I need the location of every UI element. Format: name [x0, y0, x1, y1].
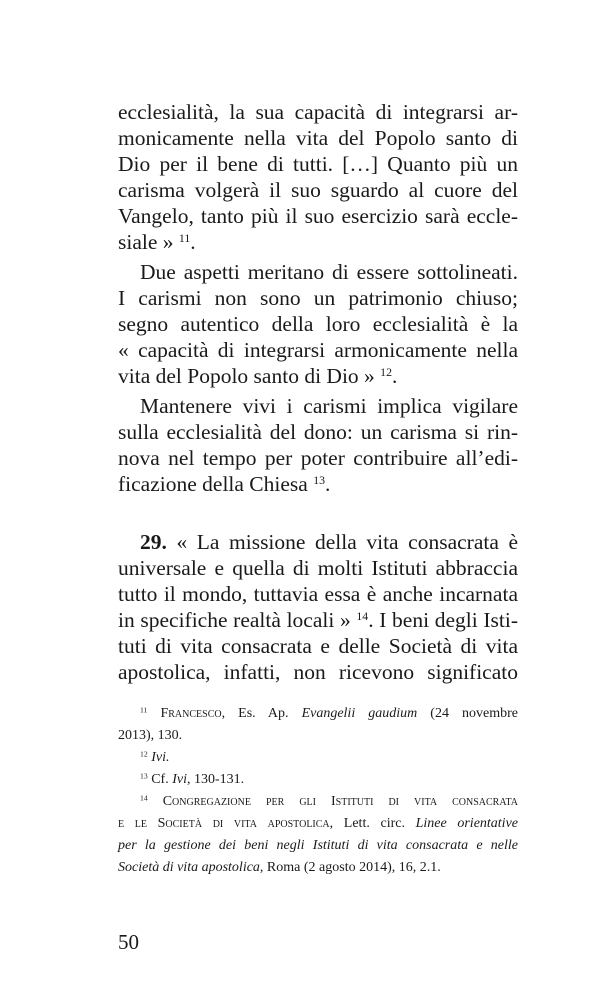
- footnote-line: [118, 703, 518, 725]
- text-run: segno autentico della loro ecclesialità è la: [118, 312, 518, 336]
- footnote-reference: 13: [140, 771, 148, 781]
- text-run: Linee orientative: [415, 816, 519, 831]
- text-run: nova nel tempo per poter contribuire all’edi-: [118, 446, 518, 470]
- text-run: (24 novembre: [417, 706, 518, 721]
- footnote-line: [118, 813, 518, 835]
- body-line: [118, 581, 518, 607]
- text-run: . I beni degli Isti-: [368, 608, 518, 632]
- text-run: apostolica, infatti, non ricevono significato: [118, 660, 518, 684]
- text-run: , Lett. circ.: [329, 816, 416, 831]
- text-run: « La missione della vita consacrata è: [166, 530, 518, 554]
- body-line: [118, 393, 518, 419]
- footnote-line: [118, 747, 518, 769]
- body-line: [118, 125, 518, 151]
- body-line: [118, 659, 518, 685]
- text-run: in specifiche realtà locali »: [118, 608, 357, 632]
- text-run: Mantenere vivi i carismi implica vigilare: [140, 394, 518, 418]
- footnote-reference: 12: [380, 364, 392, 379]
- page-number: 50: [118, 930, 139, 954]
- text-run: Ivi.: [151, 750, 170, 765]
- text-run: siale »: [118, 230, 179, 254]
- body-line: [118, 445, 518, 471]
- text-run: 2013), 130.: [118, 728, 183, 743]
- text-run: sulla ecclesialità del dono: un carisma si rin-: [118, 420, 518, 444]
- text-run: Dio per il bene di tutti. […] Quanto più un: [118, 152, 518, 176]
- footnote-line: [118, 725, 518, 747]
- body-line: [118, 363, 518, 389]
- text-run: Cf.: [147, 772, 173, 787]
- body-line: [118, 203, 518, 229]
- text-run: vita del Popolo santo di Dio »: [118, 364, 381, 388]
- text-run: , 130-131.: [186, 772, 245, 787]
- text-run: e le Società di vita apostolica: [118, 816, 330, 831]
- body-line: [118, 99, 518, 125]
- footnote-line: [118, 835, 518, 857]
- text-run: Vangelo, tanto più il suo esercizio sarà eccle-: [118, 204, 518, 228]
- body-line: [118, 229, 518, 255]
- text-run: , Es. Ap.: [221, 706, 302, 721]
- body-line: [118, 285, 518, 311]
- footnote-reference: 13: [313, 472, 326, 487]
- text-run: monicamente nella vita del Popolo santo di: [118, 126, 518, 150]
- footnote-line: [118, 791, 518, 813]
- text-run: tuti di vita consacrata e delle Società di vita: [118, 634, 518, 658]
- text-run: carisma volgerà il suo sguardo al cuore del: [118, 178, 518, 202]
- footnote-reference: 14: [356, 608, 369, 623]
- text-run: Due aspetti meritano di essere sottolineati.: [140, 260, 518, 284]
- footnote-reference: 12: [140, 749, 148, 759]
- text-run: « capacità di integrarsi armonicamente nella: [118, 338, 518, 362]
- body-line: [118, 151, 518, 177]
- body-line: [118, 419, 518, 445]
- body-line: [118, 311, 518, 337]
- text-run: .: [391, 364, 398, 388]
- text-run: 29.: [140, 530, 167, 554]
- footnote-reference: 11: [140, 705, 148, 715]
- body-line: [118, 529, 518, 555]
- body-line: [118, 177, 518, 203]
- body-line: [118, 259, 518, 285]
- text-run: I carismi non sono un patrimonio chiuso;: [118, 286, 518, 310]
- footnote-reference: 11: [178, 230, 191, 245]
- text-run: Ivi: [172, 772, 187, 787]
- footnote-line: [118, 857, 518, 879]
- text-run: [148, 794, 163, 809]
- text-run: Congregazione per gli Istituti di vita consacrata: [162, 794, 518, 809]
- text-run: .: [325, 472, 331, 496]
- text-run: ficazione della Chiesa: [118, 472, 314, 496]
- text-run: per la gestione dei beni negli Istituti di vita consacrata e nelle: [118, 838, 518, 853]
- footnote-line: [118, 769, 518, 791]
- text-run: tutto il mondo, tuttavia essa è anche incarnata: [118, 582, 518, 606]
- footnote-reference: 14: [140, 793, 148, 803]
- body-line: [118, 633, 518, 659]
- text-run: .: [190, 230, 196, 254]
- text-run: Evangelii gaudium: [301, 706, 418, 721]
- text-run: , Roma (2 agosto 2014), 16, 2.1.: [259, 860, 441, 875]
- body-line: [118, 471, 518, 497]
- body-line: [118, 607, 518, 633]
- body-line: [118, 555, 518, 581]
- text-run: Francesco: [160, 706, 222, 721]
- body-line: [118, 337, 518, 363]
- text-run: universale e quella di molti Istituti abbraccia: [118, 556, 518, 580]
- text-run: Società di vita apostolica: [118, 860, 260, 875]
- text-run: [147, 706, 160, 721]
- text-run: ecclesialità, la sua capacità di integrarsi ar-: [118, 100, 518, 124]
